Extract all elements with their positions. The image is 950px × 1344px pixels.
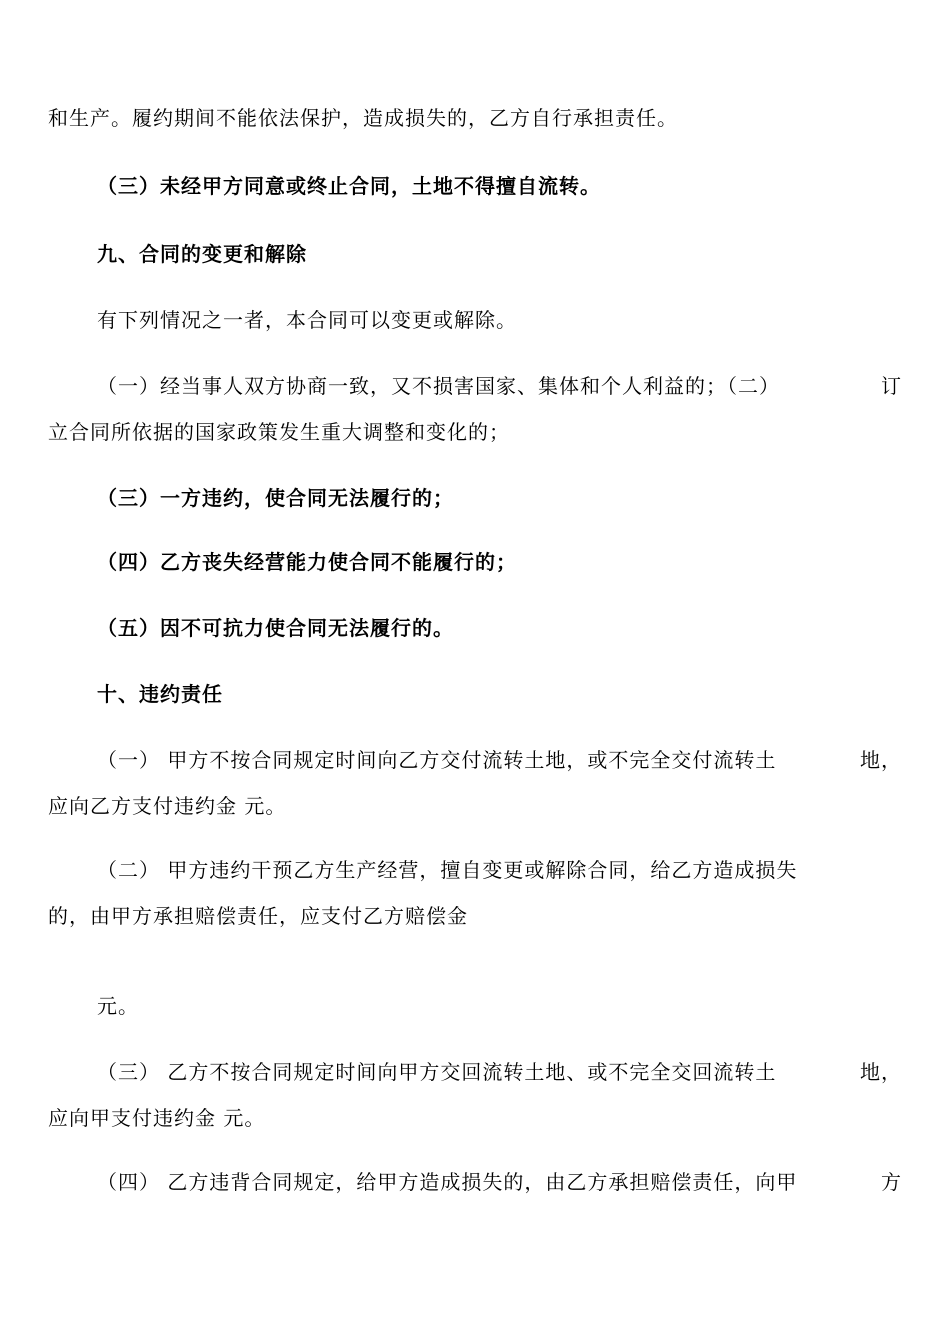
text-line: （四）乙方丧失经营能力使合同不能履行的； <box>97 550 517 574</box>
text-line: 应向乙方支付违约金 元。 <box>48 794 287 818</box>
clause-10-2-cont <box>48 902 902 930</box>
text-line-end: 地， <box>860 1060 902 1084</box>
text-line: 和生产。履约期间不能依法保护，造成损失的，乙方自行承担责任。 <box>48 106 678 130</box>
text-line: （四） 乙方违背合同规定，给甲方造成损失的，由乙方承担赔偿责任，向甲 <box>97 1170 798 1194</box>
text-line: （一） 甲方不按合同规定时间向乙方交付流转土地，或不完全交付流转土 <box>97 748 777 772</box>
clause-9-4 <box>97 548 902 576</box>
text-line: （三）一方违约，使合同无法履行的； <box>97 486 454 510</box>
text-line: 元。 <box>97 994 139 1018</box>
text-line: 有下列情况之一者，本合同可以变更或解除。 <box>97 308 517 332</box>
text-line-end: 地， <box>860 748 902 772</box>
clause-8-3 <box>97 172 902 200</box>
text-line: 的，由甲方承担赔偿责任，应支付乙方赔偿金 <box>48 904 468 928</box>
text-line-end: 订 <box>881 374 902 398</box>
clause-10-2-amount <box>97 992 902 1020</box>
clause-10-1-cont <box>48 792 902 820</box>
clause-10-4 <box>97 1168 902 1196</box>
clause-9-5 <box>97 614 902 642</box>
text-line: 立合同所依据的国家政策发生重大调整和变化的； <box>48 420 510 444</box>
paragraph-continuation <box>48 104 902 132</box>
clause-10-2 <box>97 856 902 884</box>
text-line: （五）因不可抗力使合同无法履行的。 <box>97 616 454 640</box>
text-line: （三）未经甲方同意或终止合同，土地不得擅自流转。 <box>97 174 601 198</box>
text-line: 九、合同的变更和解除 <box>97 242 307 266</box>
clause-10-3-cont <box>48 1104 902 1132</box>
clause-10-1 <box>97 746 902 774</box>
text-line: 应向甲支付违约金 元。 <box>48 1106 266 1130</box>
clause-9-2-cont <box>48 418 902 446</box>
clause-9-3 <box>97 484 902 512</box>
clause-9-1-2 <box>97 372 902 400</box>
text-line: （三） 乙方不按合同规定时间向甲方交回流转土地、或不完全交回流转土 <box>97 1060 777 1084</box>
text-line: （二） 甲方违约干预乙方生产经营，擅自变更或解除合同，给乙方造成损失 <box>97 858 798 882</box>
text-line: （一）经当事人双方协商一致，又不损害国家、集体和个人利益的；（二） <box>97 374 780 398</box>
clause-10-3 <box>97 1058 902 1086</box>
section-heading-10 <box>97 680 902 708</box>
section-9-intro <box>97 306 902 334</box>
text-line-end: 方 <box>881 1170 902 1194</box>
text-line: 十、违约责任 <box>97 682 223 706</box>
section-heading-9 <box>97 240 902 268</box>
